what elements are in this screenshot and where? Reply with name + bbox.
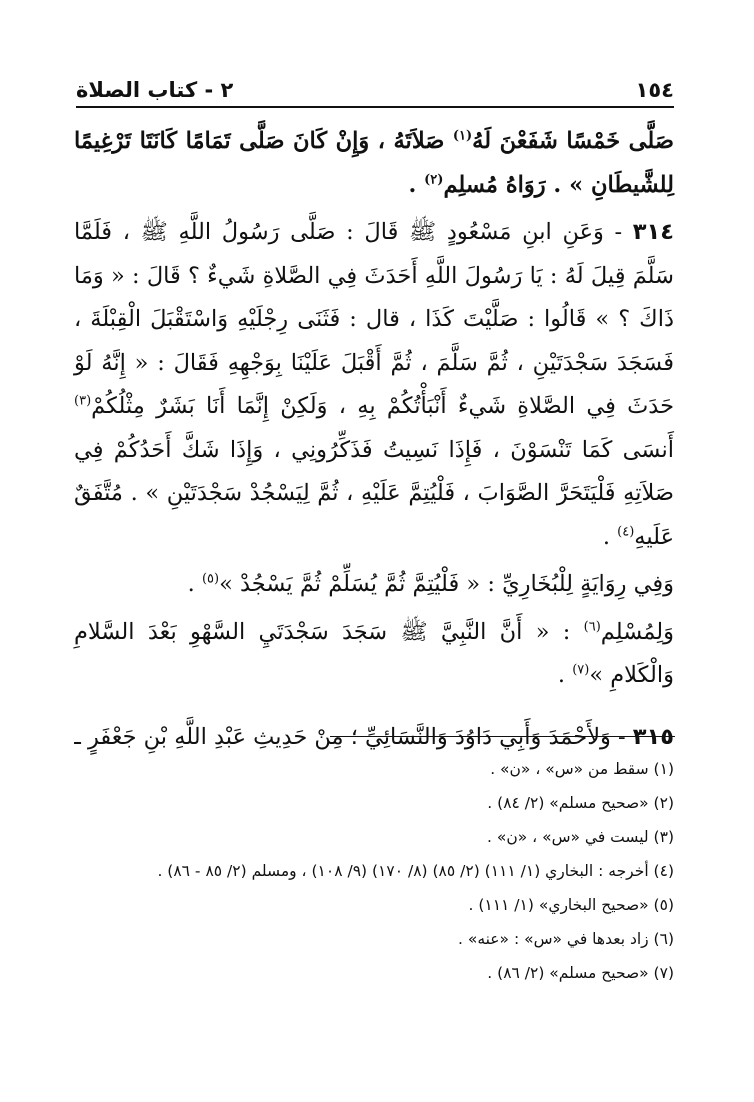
main-text <box>74 120 674 759</box>
paragraph-text: : « أَنَّ النَّبِيَّ ﷺ سَجَدَ سَجْدَتَيِ السَّهْوِ بَعْدَ السَّلامِ وَالْكَلامِ » <box>74 618 674 688</box>
footnote-ref: (٣) <box>74 393 92 409</box>
paragraph-text: وَلِمُسْلِم <box>600 618 674 645</box>
footnote-item: (٦) زاد بعدها في «س» : «عنه» . <box>457 930 674 948</box>
paragraph-text: . <box>602 523 618 550</box>
hadith-number: ٣١٥ <box>632 723 674 750</box>
footnotes <box>74 752 674 990</box>
footnote-item: (٧) «صحيح مسلم» (٢/ ٨٦) . <box>487 964 674 982</box>
paragraph-text: صَلاَتَهُ ، وَإِنْ كَانَ صَلَّى تَمَامًا كَانَتَا تَرْغِيمًا لِلشَّيطَانِ » . رَوَاهُ مُسلِم <box>74 128 674 198</box>
footnote-item: (٤) أخرجه : البخاري (١/ ١١١) (٢/ ٨٥) (٨/ ١٧٠) (٩/ ١٠٨) ، ومسلم (٢/ ٨٥ - ٨٦) . <box>157 862 674 880</box>
paragraph-text: . <box>187 571 202 597</box>
footnote-ref: (٤) <box>617 524 635 539</box>
footnote-ref: (٢) <box>424 172 444 187</box>
footnote-item: (١) سقط من «س» ، «ن» . <box>490 760 674 778</box>
bukhari-variant <box>74 563 674 607</box>
footnote-item: (٥) «صحيح البخاري» (١/ ١١١) . <box>468 896 674 914</box>
hadith-314 <box>74 211 674 559</box>
footnote-ref: (٥) <box>201 571 220 587</box>
paragraph-continuation <box>74 120 674 207</box>
paragraph-text: صَلَّى خَمْسًا شَفَعْنَ لَهُ <box>472 128 674 154</box>
page-header <box>76 68 674 102</box>
paragraph-text: . <box>408 171 425 198</box>
paragraph-text: . <box>557 662 573 688</box>
paragraph-text: وَفِي رِوَايَةٍ لِلْبُخَارِيِّ : « فَلْيُتِمَّ ثُمَّ يُسَلِّمْ ثُمَّ يَسْجُدْ » <box>219 571 674 597</box>
paragraph-text: أَنسَى كَمَا تَنْسَوْنَ ، فَإِذَا نَسِيتُ فَذَكِّرُونِي ، وَإِذَا شَكَّ أَحَدُكُمْ فِي صَلاَتِهِ فَلْيَتَحَرَّ الصَّوَابَ ، فَلْيُتِمَّ عَلَيْهِ ، ثُمَّ لِيَسْجُدْ سَجْدَتَيْنِ » . مُتَّفَقٌ عَلَيهِ <box>74 436 674 550</box>
chapter-title: ٢ - كتاب الصلاة <box>76 78 234 102</box>
footnote-ref: (٧) <box>572 662 590 678</box>
footnote-ref: (٦) <box>583 619 601 634</box>
paragraph-text: - وَلأَحْمَدَ وَأَبِي دَاوُدَ وَالنَّسَائِيِّ ؛ مِنْ حَدِيثِ عَبْدِ اللَّهِ بْنِ جَعْفَرٍ ـ <box>74 723 633 750</box>
paragraph-text: - وَعَنِ ابنِ مَسْعُودٍ ﷺ قَالَ : صَلَّى رَسُولُ اللَّهِ ﷺ ، فَلَمَّا سَلَّمَ قِيلَ لَهُ : يَا رَسُولَ اللَّهِ أَحَدَثَ فِي الصَّلاةِ شَيءٌ ؟ قَالَ : « وَمَا ذَاكَ ؟ » قَالُوا : صَلَّيْتَ كَذَا ، قال : فَثَنَى رِجْلَيْهِ وَاسْتَقْبَلَ الْقِبْلَةَ ، فَسَجَدَ سَجْدَتَيْنِ ، ثُمَّ سَلَّمَ ، ثُمَّ أَقْبَلَ عَلَيْنَا بِوَجْهِهِ فَقَالَ : « إِنَّهُ لَوْ حَدَثَ فِي الصَّلاةِ شَيءٌ أَنْبَأْتُكُمْ بِهِ ، وَلَكِنْ إِنَّمَا أَنَا بَشَرٌ مِثْلُكُمْ <box>74 219 674 419</box>
footnote-item: (٣) ليست في «س» ، «ن» . <box>487 828 674 846</box>
footnote-divider <box>330 736 675 737</box>
page-number: ١٥٤ <box>635 78 674 102</box>
hadith-number: ٣١٤ <box>632 219 674 245</box>
footnote-ref: (١) <box>452 128 473 144</box>
header-divider <box>76 106 674 108</box>
muslim-variant <box>74 611 674 698</box>
footnote-item: (٢) «صحيح مسلم» (٢/ ٨٤) . <box>487 794 674 812</box>
